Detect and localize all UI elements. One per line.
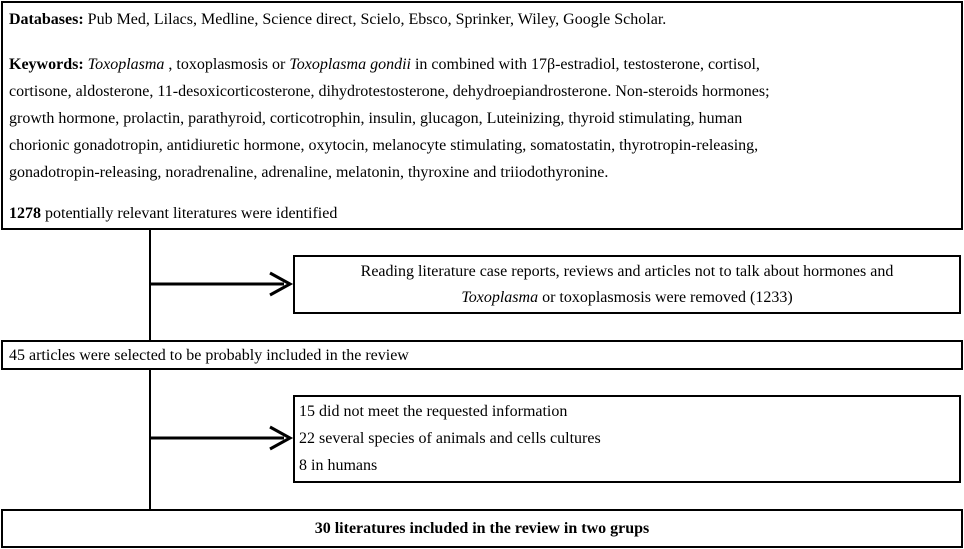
identified-text: potentially relevant literatures were identified: [41, 205, 338, 222]
exclusion-box-2: [293, 395, 961, 483]
databases-line: [9, 9, 666, 31]
exclusion-toxoplasma: Toxoplasma: [461, 289, 539, 306]
keyword-text: , toxoplasmosis or: [164, 56, 290, 73]
identified-count-line: [9, 203, 337, 225]
search-strategy-box: [1, 1, 963, 230]
exclusion-1-line-2: [295, 287, 959, 309]
keyword-toxoplasma: Toxoplasma: [87, 56, 165, 73]
exclusion-1-line-1: Reading literature case reports, reviews and articles not to talk about hormones and: [360, 263, 894, 280]
keywords-line-1: [9, 54, 760, 76]
keywords-line-4: chorionic gonadotropin, antidiuretic hormone, oxytocin, melanocyte stimulating, somatostatin, thyrotropin-releasing,: [9, 137, 759, 154]
selected-articles-text: 45 articles were selected to be probably included in the review: [9, 347, 409, 364]
keyword-toxoplasma-gondii: Toxoplasma gondii: [289, 56, 411, 73]
selected-articles-box: [1, 340, 963, 370]
exclusion-2-line-2: 22 several species of animals and cells cultures: [299, 430, 601, 447]
databases-list: Pub Med, Lilacs, Medline, Science direct, Scielo, Ebsco, Sprinker, Wiley, Google Scholar.: [83, 11, 667, 28]
keywords-label: Keywords:: [9, 56, 84, 73]
keyword-text: in combined with 17β-estradiol, testosterone, cortisol,: [410, 56, 760, 73]
exclusion-box-1: [293, 255, 961, 314]
final-included-box: [1, 509, 963, 548]
exclusion-2-line-1: 15 did not meet the requested information: [299, 403, 568, 420]
keywords-line-5: gonadotropin-releasing, noradrenaline, adrenaline, melatonin, thyroxine and triiodothyronine.: [9, 164, 609, 181]
identified-count: 1278: [9, 205, 41, 222]
databases-label: Databases:: [9, 11, 84, 28]
exclusion-1-removed: or toxoplasmosis were removed (1233): [538, 289, 793, 306]
keywords-line-2: cortisone, aldosterone, 11-desoxicorticosterone, dihydrotestosterone, dehydroepiandrosterone. Non-steroids hormones;: [9, 83, 770, 100]
final-included-text: 30 literatures included in the review in two grups: [314, 520, 650, 537]
keywords-line-3: growth hormone, prolactin, parathyroid, corticotrophin, insulin, glucagon, Luteinizing, thyroid stimulating, human: [9, 110, 743, 127]
exclusion-2-line-3: 8 in humans: [299, 457, 378, 474]
